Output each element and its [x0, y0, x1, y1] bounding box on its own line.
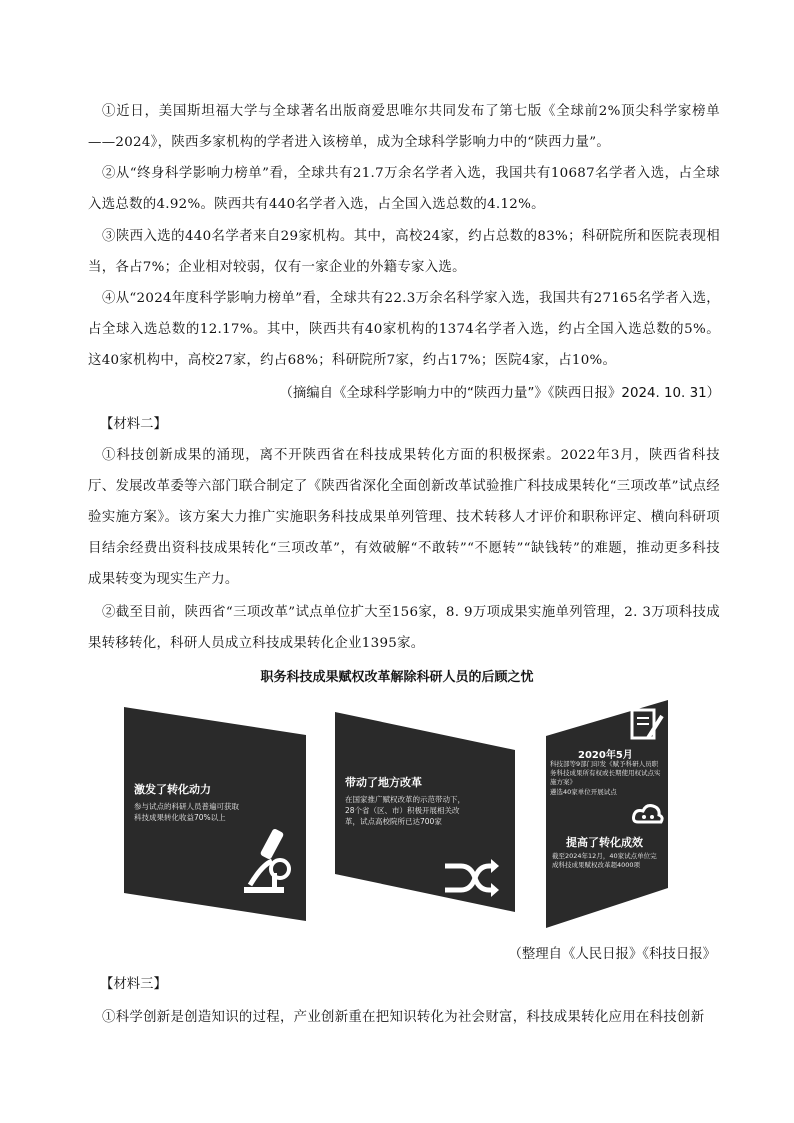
material1-paragraph-1: ①近日，美国斯坦福大学与全球著名出版商爱思唯尔共同发布了第七版《全球前2%顶尖科学家榜单——2024》，陕西多家机构的学者进入该榜单，成为全球科学影响力中的“陕西力量”。 — [88, 104, 720, 150]
panel-2-title: 带动了地方改革 — [345, 776, 422, 789]
panel-3-body-top: 科技部等9部门印发《赋予科研人员职务科技成果所有权或长期使用权试点实施方案》 — [550, 760, 661, 786]
panel-3-body: 截至2024年12月，40家试点单位完成科技成果赋权改革超4000项 — [552, 852, 657, 869]
material3-label: 【材料三】 — [100, 977, 167, 992]
panel-3-body-top-2: 遴选40家单位开展试点 — [550, 788, 617, 796]
figure-title: 职务科技成果赋权改革解除科研人员的后顾之忧 — [260, 670, 534, 685]
material2-paragraph-2: ②截至目前，陕西省“三项改革”试点单位扩大至156家，8. 9万项成果实施单列管理，2. 3万项科技成果转移转化，科研人员成立科技成果转化企业1395家。 — [88, 605, 720, 651]
microscope-icon — [242, 825, 298, 901]
material2-paragraph-1: ①科技创新成果的涌现，离不开陕西省在科技成果转化方面的积极探索。2022年3月，陕西省科技厅、发展改革委等六部门联合制定了《陕西省深化全面创新改革试验推广科技成果转化“三项改革”试点经验实施方案》。该方案大力推广实施职务科技成果单列管理、技术转移人才评价和职称评定、横向科研项目结余经费出资科技成果转化“三项改革”，有效破解“不敢转”“不愿转”“缺钱转”的难题，推动更多科技成果转变为现实生产力。 — [88, 448, 720, 587]
material2-source: （整理自《人民日报》《科技日报》 — [508, 947, 716, 962]
circuit-cloud-icon — [632, 802, 664, 830]
material1-paragraph-4: ④从“2024年度科学影响力榜单”看，全球共有22.3万余名科学家入选，我国共有27165名学者入选，占全球入选总数的12.17%。其中，陕西共有40家机构的1374名学者入选，约占全国入选总数的5%。这40家机构中，高校27家，约占68%；科研院所7家，约占17%；医院4家，占10%。 — [88, 291, 720, 368]
infographic-panel-1 — [124, 707, 306, 921]
document-pen-icon — [630, 706, 664, 742]
shuffle-arrows-icon — [443, 858, 499, 898]
material1-source: （摘编自《全球科学影响力中的“陕西力量”》《陕西日报》2024. 10. 31） — [279, 386, 720, 401]
infographic-panel-3 — [546, 700, 668, 928]
panel-3-date: 2020年5月 — [578, 750, 633, 761]
panel-1-title: 激发了转化动力 — [134, 783, 211, 796]
material1-paragraph-3: ③陕西入选的440名学者来自29家机构。其中，高校24家，约占总数的83%；科研院所和医院表现相当，各占7%；企业相对较弱，仅有一家企业的外籍专家入选。 — [88, 229, 720, 275]
panel-2-body: 在国家推广赋权改革的示范带动下，28个省（区、市）积极开展相关改革，试点高校院所已达700家 — [345, 795, 465, 826]
panel-1-body: 参与试点的科研人员普遍可获取科技成果转化收益70%以上 — [134, 802, 239, 822]
material1-paragraph-2: ②从“终身科学影响力榜单”看，全球共有21.7万余名学者入选，我国共有10687名学者入选，占全球入选总数的4.92%。陕西共有440名学者入选，占全国入选总数的4.12%。 — [88, 166, 720, 212]
panel-3-title: 提高了转化成效 — [566, 836, 643, 849]
infographic-panel-2 — [335, 712, 515, 912]
material2-label: 【材料二】 — [100, 417, 167, 432]
material3-paragraph-1: ①科学创新是创造知识的过程，产业创新重在把知识转化为社会财富，科技成果转化应用在科技创新 — [102, 1010, 705, 1025]
